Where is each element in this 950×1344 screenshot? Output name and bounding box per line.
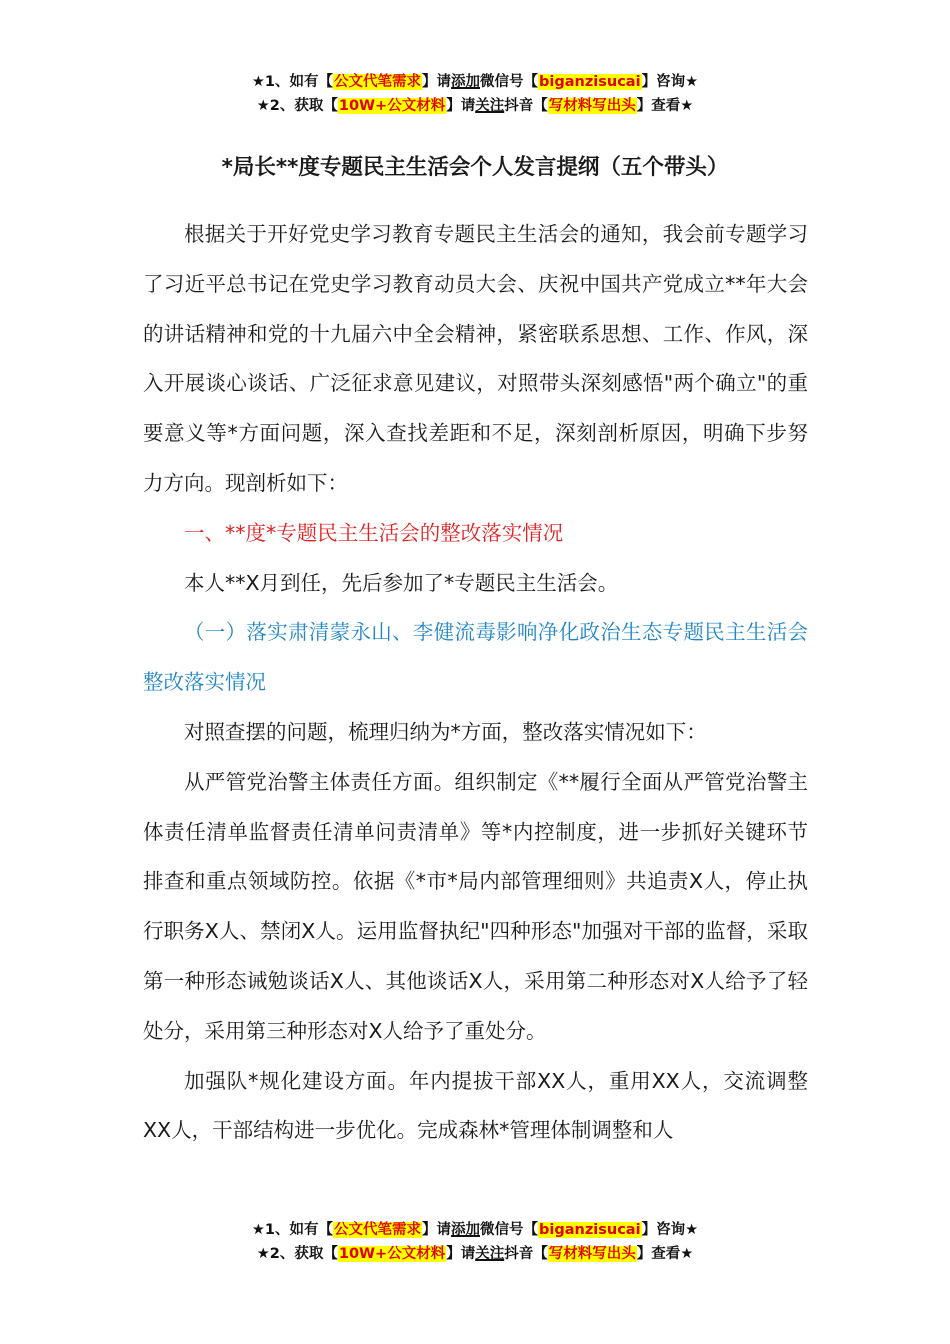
footer-banner [0, 1218, 950, 1266]
banner-line-2: ★2、获取【10W+公文材料】请关注抖音【写材料写出头】查看★ [256, 1246, 694, 1262]
star-icon: ★ [256, 98, 270, 114]
star-icon: ★ [251, 1222, 265, 1238]
highlight-douyin: 写材料写出头 [548, 1246, 636, 1262]
paragraph: 根据关于开好党史学习教育专题民主生活会的通知，我会前专题学习了习近平总书记在党史学习教育动员大会、庆祝中国共产党成立**年大会的讲话精神和党的十九届六中全会精神，紧密联系思想、工作、作风，深入开展谈心谈话、广泛征求意见建议，对照带头深刻感悟"两个确立"的重要意义等*方面问题，深入查找差距和不足，深刻剖析原因，明确下步努力方向。现剖析如下： [143, 222, 808, 495]
highlight-douyin: 写材料写出头 [548, 98, 636, 114]
highlight-wechat-id: biganzisucai [539, 74, 641, 90]
paragraph: 加强队*规化建设方面。年内提拔干部XX人，重用XX人，交流调整XX人，干部结构进一步优化。完成森林*管理体制调整和人 [143, 1068, 808, 1143]
paragraph: 对照查摆的问题，梳理归纳为*方面，整改落实情况如下： [184, 719, 707, 744]
star-icon: ★ [256, 1246, 270, 1262]
banner-line-2: ★2、获取【10W+公文材料】请关注抖音【写材料写出头】查看★ [256, 98, 694, 114]
subsection-heading-1: （一）落实肃清蒙永山、李健流毒影响净化政治生态专题民主生活会整改落实情况 [143, 620, 808, 695]
highlight-materials: 10W+公文材料 [338, 98, 446, 114]
document-title: *局长**度专题民主生活会个人发言提纲（五个带头） [221, 155, 729, 180]
banner-line-1: ★1、如有【公文代笔需求】请添加微信号【biganzisucai】咨询★ [251, 74, 699, 90]
highlight-service: 公文代笔需求 [334, 1222, 422, 1238]
document-body [143, 210, 808, 1156]
highlight-wechat-id: biganzisucai [539, 1222, 641, 1238]
section-heading-1: 一、**度*专题民主生活会的整改落实情况 [184, 520, 564, 545]
header-banner [0, 70, 950, 118]
paragraph: 从严管党治警主体责任方面。组织制定《**履行全面从严管党治警主体责任清单监督责任清单问责清单》等*内控制度，进一步抓好关键环节排查和重点领域防控。依据《*市*局内部管理细则》共追责X人，停止执行职务X人、禁闭X人。运用监督执纪"四种形态"加强对干部的监督，采取第一种形态诫勉谈话X人、其他谈话X人，采用第二种形态对X人给予了轻处分，采用第三种形态对X人给予了重处分。 [143, 769, 808, 1043]
highlight-service: 公文代笔需求 [334, 74, 422, 90]
highlight-materials: 10W+公文材料 [338, 1246, 446, 1262]
paragraph: 本人**X月到任，先后参加了*专题民主生活会。 [184, 570, 619, 595]
star-icon: ★ [251, 74, 265, 90]
banner-line-1: ★1、如有【公文代笔需求】请添加微信号【biganzisucai】咨询★ [251, 1222, 699, 1238]
